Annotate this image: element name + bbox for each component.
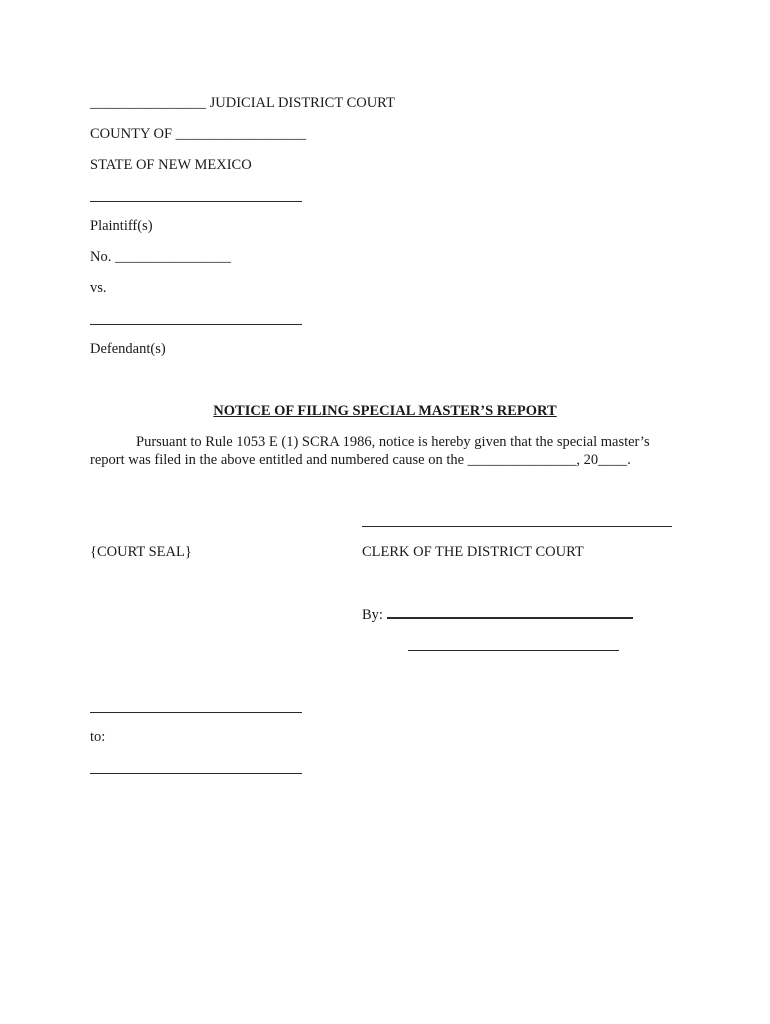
- notice-title: NOTICE OF FILING SPECIAL MASTER’S REPORT: [213, 403, 557, 419]
- defendant-name-blank: [90, 324, 302, 325]
- clerk-title: CLERK OF THE DISTRICT COURT: [362, 544, 584, 560]
- state-line: STATE OF NEW MEXICO: [90, 157, 252, 173]
- versus-label: vs.: [90, 280, 107, 296]
- to-label: to:: [90, 729, 106, 745]
- by-signature-row: [362, 605, 633, 624]
- plaintiff-name-blank: [90, 201, 302, 202]
- plaintiff-label: Plaintiff(s): [90, 218, 153, 234]
- notice-body: Pursuant to Rule 1053 E (1) SCRA 1986, notice is hereby given that the special master’s report was filed in the above entitled and numbered cause on the _______________, 20____.: [90, 434, 650, 468]
- court-seal-label: {COURT SEAL}: [90, 544, 192, 560]
- from-address-blank: [90, 712, 302, 713]
- deputy-name-line: [408, 650, 619, 651]
- case-number-line: No. ________________: [90, 249, 231, 265]
- by-label: By:: [362, 607, 383, 623]
- clerk-signature-line: [362, 526, 672, 527]
- defendant-label: Defendant(s): [90, 341, 166, 357]
- by-signature-blank: [387, 605, 633, 619]
- to-address-blank: [90, 773, 302, 774]
- county-line: COUNTY OF __________________: [90, 126, 307, 142]
- court-name-line: ________________ JUDICIAL DISTRICT COURT: [90, 95, 395, 111]
